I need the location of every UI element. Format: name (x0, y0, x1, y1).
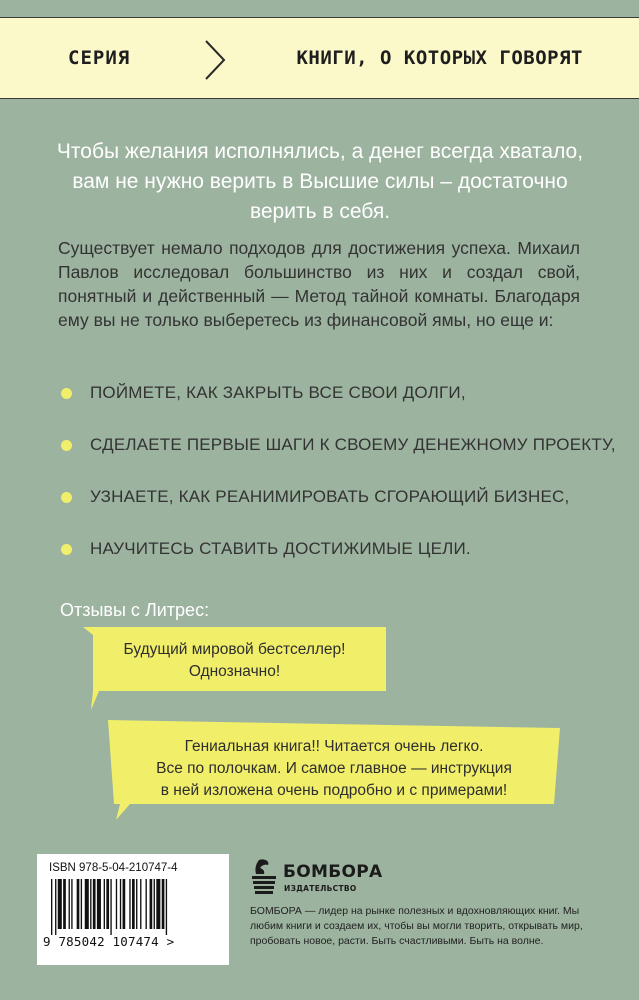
barcode-icon (51, 879, 217, 935)
isbn-text: ISBN 978-5-04-210747-4 (49, 862, 178, 874)
lead-line: Чтобы желания исполнялись, а денег всегда хватало, (56, 140, 584, 163)
benefits-list (60, 380, 620, 588)
review-line: Будущий мировой бестселлер! (123, 641, 346, 658)
review-bubble (83, 627, 386, 710)
bullet-dot-icon (61, 492, 72, 503)
bullet-dot-icon (61, 440, 72, 451)
bombora-logo-icon (250, 858, 280, 894)
publisher-subtitle: ИЗДАТЕЛЬСТВО (284, 884, 357, 893)
review-line: Все по полочкам. И самое главное — инструкция (156, 760, 512, 777)
list-item-text: НАУЧИТЕСЬ СТАВИТЬ ДОСТИЖИМЫЕ ЦЕЛИ. (90, 539, 471, 558)
review-bubble (108, 720, 560, 820)
list-item (60, 380, 620, 432)
series-label: СЕРИЯ (68, 47, 131, 69)
list-item (60, 484, 620, 536)
lead-line: вам не нужно верить в Высшие силы – достаточно (72, 170, 568, 193)
bullet-dot-icon (61, 388, 72, 399)
barcode-box (37, 854, 229, 965)
series-name: КНИГИ, О КОТОРЫХ ГОВОРЯТ (296, 47, 583, 69)
list-item-text: УЗНАЕТЕ, КАК РЕАНИМИРОВАТЬ СГОРАЮЩИЙ БИЗНЕС, (90, 487, 570, 506)
body-paragraph: Существует немало подходов для достижения успеха. Михаил Павлов исследовал большинство из них и создал свой, понятный и действенный — Метод тайной комнаты. Благодаря ему вы не только выберетесь из финансовой ямы, но еще и: (58, 238, 580, 330)
review-line: Гениальная книга!! Читается очень легко. (184, 738, 484, 755)
series-bar (0, 17, 639, 99)
list-item-text: СДЕЛАЕТЕ ПЕРВЫЕ ШАГИ К СВОЕМУ ДЕНЕЖНОМУ ПРОЕКТУ, (90, 435, 616, 454)
barcode-digits: 9 785042 107474 > (43, 934, 175, 949)
list-item (60, 536, 620, 588)
lead-text (40, 137, 600, 227)
publisher-name: БОМБОРА (283, 862, 383, 882)
review-line: Однозначно! (188, 663, 281, 680)
list-item (60, 432, 620, 484)
publisher-description: БОМБОРА — лидер на рынке полезных и вдохновляющих книг. Мы любим книги и создаем их, чтобы вы могли творить, открывать мир, пробовать новое, расти. Быть счастливыми. Быть на волне. (250, 905, 583, 947)
chevron-right-icon (200, 38, 230, 82)
bullet-dot-icon (61, 544, 72, 555)
reviews-heading: Отзывы с Литрес: (60, 600, 210, 620)
list-item-text: ПОЙМЕТЕ, КАК ЗАКРЫТЬ ВСЕ СВОИ ДОЛГИ, (90, 383, 466, 402)
lead-line: верить в себя. (249, 200, 391, 223)
review-line: в ней изложена очень подробно и с примерами! (160, 782, 508, 799)
